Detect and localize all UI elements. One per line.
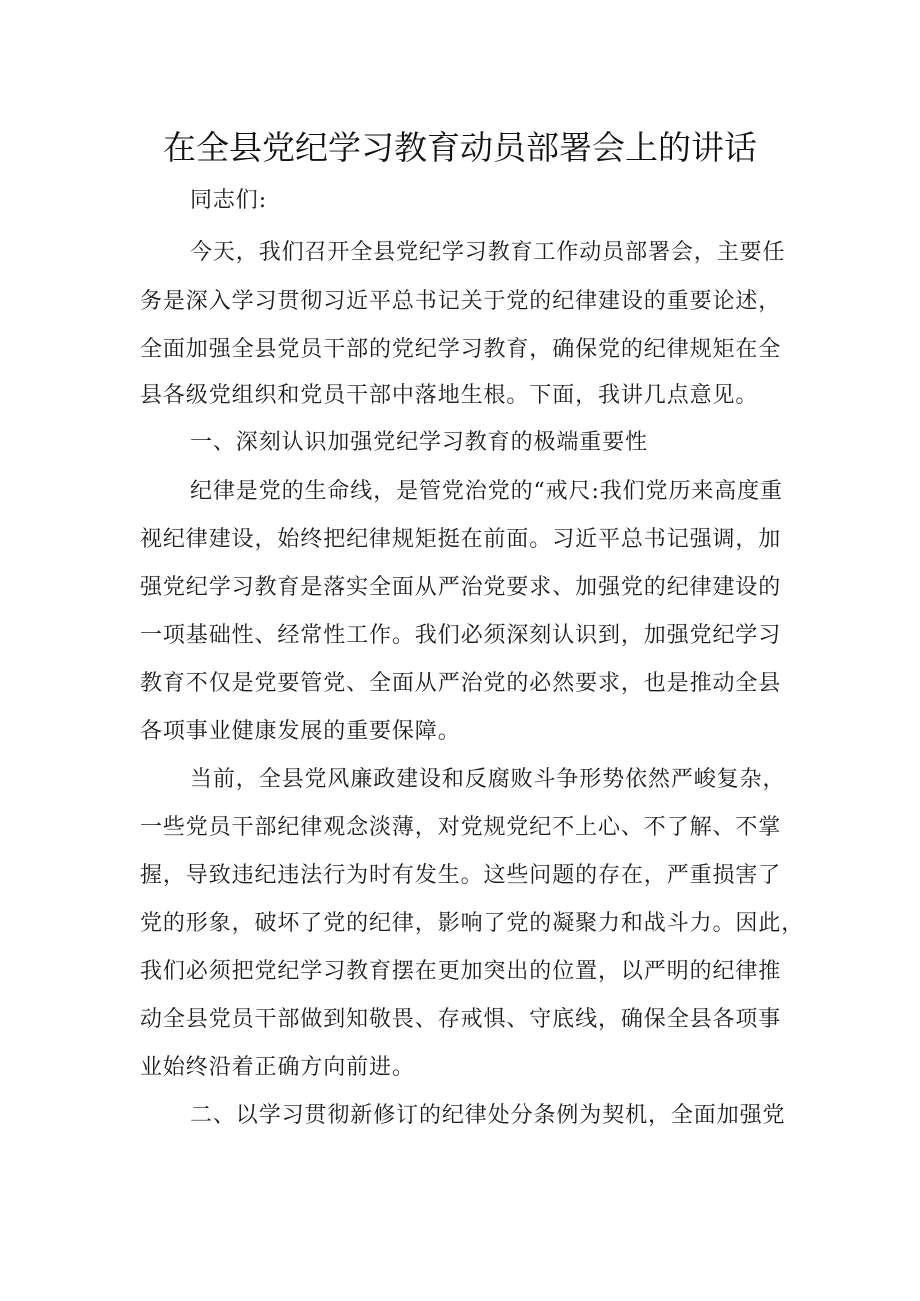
- paragraph-line: 我们必须把党纪学习教育摆在更加突出的位置，以严明的纪律推: [140, 959, 782, 984]
- paragraph-line: 视纪律建设，始终把纪律规矩挺在前面。习近平总书记强调，加: [140, 527, 782, 552]
- salutation: 同志们:: [190, 188, 268, 213]
- document-title: 在全县党纪学习教育动员部署会上的讲话: [163, 128, 757, 167]
- paragraph-line: 县各级党组织和党员干部中落地生根。下面，我讲几点意见。: [140, 383, 759, 408]
- paragraph-line: 全面加强全县党员干部的党纪学习教育，确保党的纪律规矩在全: [140, 337, 782, 362]
- section-heading-1: 一、深刻认识加强党纪学习教育的极端重要性: [190, 430, 649, 455]
- paragraph-line: 一项基础性、经常性工作。我们必须深刻认识到，加强党纪学习: [140, 623, 782, 648]
- paragraph-line: 党的形象，破坏了党的纪律，影响了党的凝聚力和战斗力。因此，: [140, 911, 805, 936]
- paragraph-line: 握，导致违纪违法行为时有发生。这些问题的存在，严重损害了: [140, 863, 782, 888]
- paragraph-line: 务是深入学习贯彻习近平总书记关于党的纪律建设的重要论述，: [140, 289, 782, 314]
- paragraph-line: 业始终沿着正确方向前进。: [140, 1055, 415, 1080]
- paragraph-line: 一些党员干部纪律观念淡薄，对党规党纪不上心、不了解、不掌: [140, 815, 782, 840]
- paragraph-line: 教育不仅是党要管党、全面从严治党的必然要求，也是推动全县: [140, 671, 782, 696]
- paragraph-line: 纪律是党的生命线，是管党治党的“戒尺:我们党历来高度重: [190, 479, 783, 504]
- paragraph-line: 强党纪学习教育是落实全面从严治党要求、加强党的纪律建设的: [140, 575, 782, 600]
- paragraph-line: 各项事业健康发展的重要保障。: [140, 719, 461, 744]
- section-heading-2: 二、以学习贯彻新修订的纪律处分条例为契机，全面加强党: [190, 1103, 786, 1128]
- paragraph-line: 今天，我们召开全县党纪学习教育工作动员部署会，主要任: [190, 240, 786, 265]
- paragraph-line: 当前，全县党风廉政建设和反腐败斗争形势依然严峻复杂，: [190, 767, 786, 792]
- paragraph-line: 动全县党员干部做到知敬畏、存戒惧、守底线，确保全县各项事: [140, 1007, 782, 1032]
